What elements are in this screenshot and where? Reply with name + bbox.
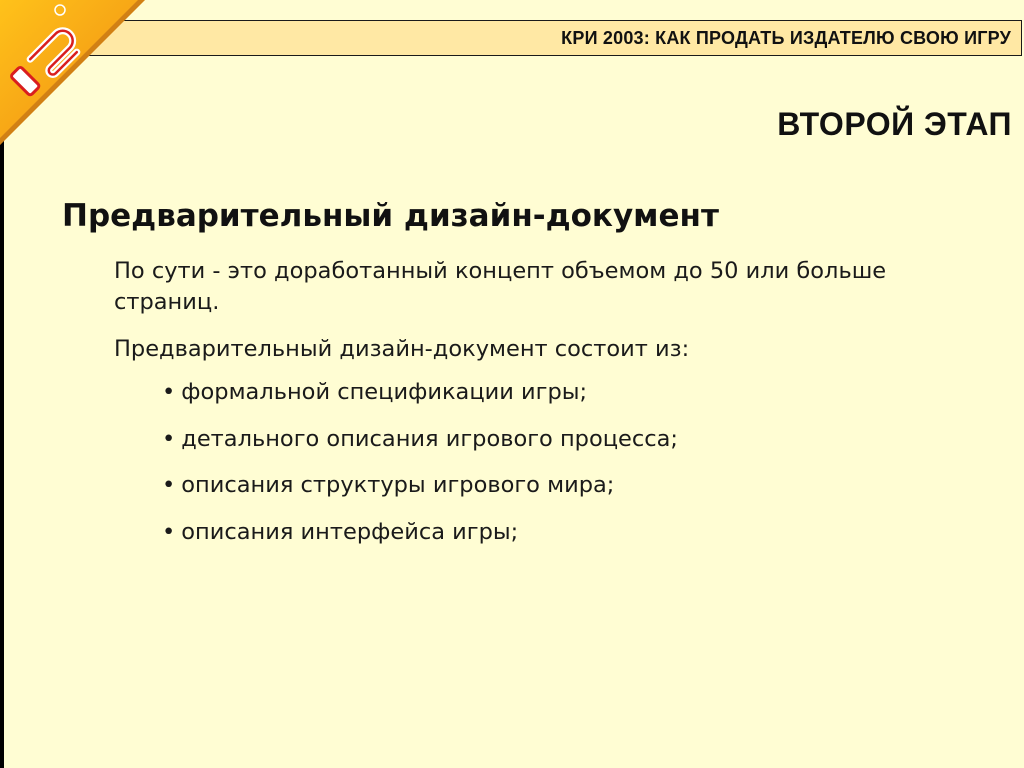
component-list	[162, 377, 678, 563]
list-item	[162, 424, 678, 471]
list-item	[162, 470, 678, 517]
bullet-icon: •	[162, 472, 176, 498]
bullet-icon: •	[162, 425, 176, 452]
list-item-text: детального описания игрового процесса;	[181, 425, 678, 452]
bullet-icon: •	[162, 379, 176, 405]
list-item-text: описания структуры игрового мира;	[181, 472, 615, 498]
list-item	[162, 377, 678, 424]
bullet-icon: •	[162, 518, 176, 545]
list-item-text: описания интерфейса игры;	[181, 518, 519, 545]
section-heading: Предварительный дизайн-документ	[62, 198, 719, 234]
stage-title: ВТОРОЙ ЭТАП	[777, 106, 1012, 142]
header-bar	[60, 20, 1022, 56]
1c-logo	[0, 0, 145, 145]
composition-paragraph: Предварительный дизайн-документ состоит из:	[114, 336, 690, 362]
header-title: КРИ 2003: КАК ПРОДАТЬ ИЗДАТЕЛЮ СВОЮ ИГРУ	[561, 27, 1011, 48]
list-item-text: формальной спецификации игры;	[181, 379, 588, 405]
list-item	[162, 517, 678, 564]
intro-paragraph: По сути - это доработанный концепт объемом до 50 или больше страниц.	[114, 258, 887, 315]
